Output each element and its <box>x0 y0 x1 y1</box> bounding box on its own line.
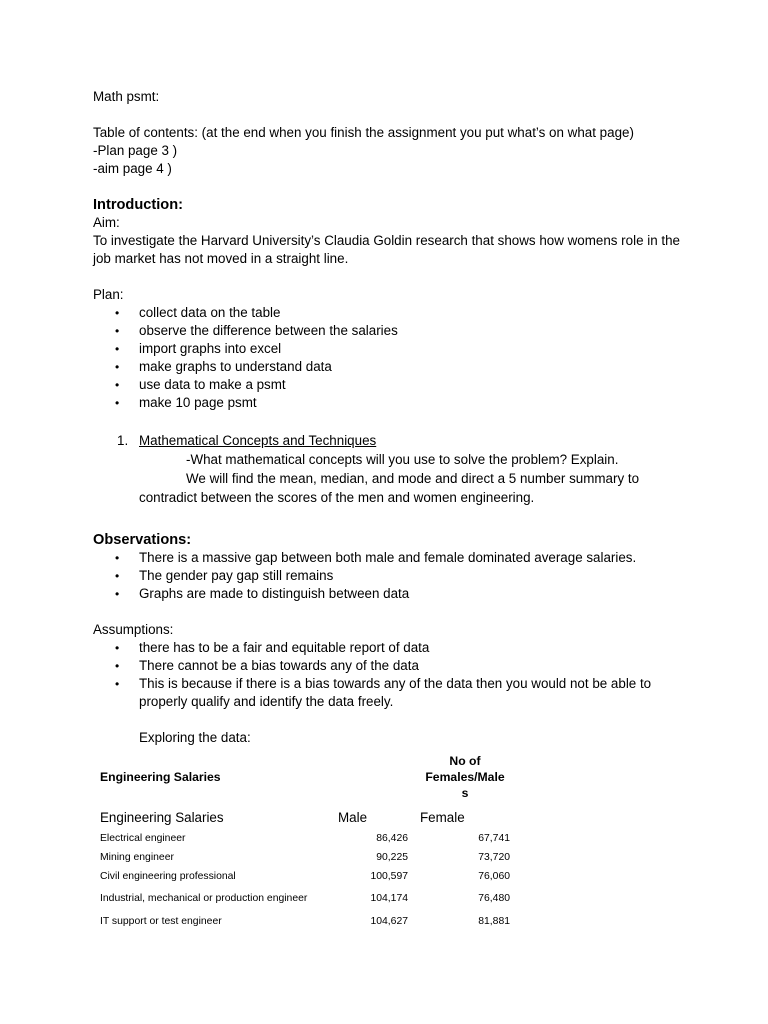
table-row <box>94 848 516 867</box>
bullet-icon: • <box>115 306 120 320</box>
bullet-icon: • <box>115 396 120 410</box>
bullet-icon: • <box>115 569 120 583</box>
table-cell-job: Industrial, mechanical or production engineer <box>100 893 308 904</box>
column-header-female: Female <box>420 810 465 825</box>
list-item: • there has to be a fair and equitable report of data <box>115 640 430 655</box>
table-header-row <box>94 751 516 803</box>
table-row <box>94 829 516 848</box>
bullet-icon: • <box>115 641 120 655</box>
count-header: No of Females/Male s <box>425 754 505 800</box>
bullet-icon: • <box>115 677 120 691</box>
table-cell-job: Civil engineering professional <box>100 870 236 882</box>
table-row <box>94 867 516 886</box>
table-cell-female: 67,741 <box>478 832 510 844</box>
list-item: • make 10 page psmt <box>115 395 257 410</box>
toc-item: -Plan page 3 ) <box>93 143 178 158</box>
table-cell-male: 86,426 <box>376 832 408 844</box>
exploring-label: Exploring the data: <box>139 730 251 745</box>
table-cell-female: 76,480 <box>478 893 510 904</box>
observations-list <box>93 549 683 603</box>
list-item: • There cannot be a bias towards any of the data <box>115 658 419 673</box>
table-cell-male: 100,597 <box>370 870 408 882</box>
concepts-section <box>93 432 683 450</box>
introduction-heading: Introduction: <box>93 197 183 213</box>
doc-title: Math psmt: <box>93 89 160 104</box>
table-cell-job: Electrical engineer <box>100 832 186 844</box>
bullet-icon: • <box>115 342 120 356</box>
concepts-question: -What mathematical concepts will you use to solve the problem? Explain. <box>186 452 619 467</box>
list-item: • make graphs to understand data <box>115 359 332 374</box>
list-item: • observe the difference between the salaries <box>115 323 398 338</box>
document-page <box>93 88 683 931</box>
table-cell-male: 104,174 <box>370 893 408 904</box>
table-cell-female: 73,720 <box>478 851 510 863</box>
table-cell-female: 76,060 <box>478 870 510 882</box>
bullet-icon: • <box>115 360 120 374</box>
list-number: 1. <box>117 433 129 448</box>
assumptions-list <box>93 639 683 711</box>
list-item: • The gender pay gap still remains <box>115 568 334 583</box>
aim-text: To investigate the Harvard University’s Claudia Goldin research that shows how womens role in the job market has not moved in a straight line. <box>93 233 680 266</box>
table-title: Engineering Salaries <box>100 770 221 784</box>
concepts-title: Mathematical Concepts and Techniques <box>139 433 377 448</box>
table-cell-male: 90,225 <box>376 851 408 863</box>
bullet-icon: • <box>115 659 120 673</box>
column-header-job: Engineering Salaries <box>100 810 224 825</box>
list-item: • There is a massive gap between both male and female dominated average salaries. <box>115 550 637 565</box>
list-item: • use data to make a psmt <box>115 377 286 392</box>
list-item: • collect data on the table <box>115 305 281 320</box>
table-row <box>94 912 516 931</box>
bullet-icon: • <box>115 587 120 601</box>
plan-list <box>93 304 683 412</box>
column-header-male: Male <box>338 810 368 825</box>
observations-heading: Observations: <box>93 532 192 548</box>
concepts-answer: We will find the mean, median, and mode and direct a 5 number summary to <box>186 471 640 486</box>
list-item: • import graphs into excel <box>115 341 282 356</box>
table-cell-male: 104,627 <box>370 915 408 927</box>
list-item: • Graphs are made to distinguish between data <box>115 586 410 601</box>
table-cell-female: 81,881 <box>478 915 510 927</box>
concepts-answer-cont: contradict between the scores of the men and women engineering. <box>139 490 535 505</box>
bullet-icon: • <box>115 551 120 565</box>
plan-label: Plan: <box>93 287 124 302</box>
table-cell-job: IT support or test engineer <box>100 915 222 927</box>
table-column-header-row <box>94 803 516 829</box>
bullet-icon: • <box>115 324 120 338</box>
table-row <box>94 886 516 912</box>
bullet-icon: • <box>115 378 120 392</box>
toc-heading: Table of contents: (at the end when you finish the assignment you put what’s on what page) <box>93 125 634 140</box>
table-cell-job: Mining engineer <box>100 851 174 863</box>
salary-table <box>94 751 516 931</box>
toc-item: -aim page 4 ) <box>93 161 172 176</box>
aim-label: Aim: <box>93 215 120 230</box>
assumptions-label: Assumptions: <box>93 622 174 637</box>
list-item: • This is because if there is a bias towards any of the data then you would not be able to properly qualify and identify the data freely. <box>115 676 652 709</box>
